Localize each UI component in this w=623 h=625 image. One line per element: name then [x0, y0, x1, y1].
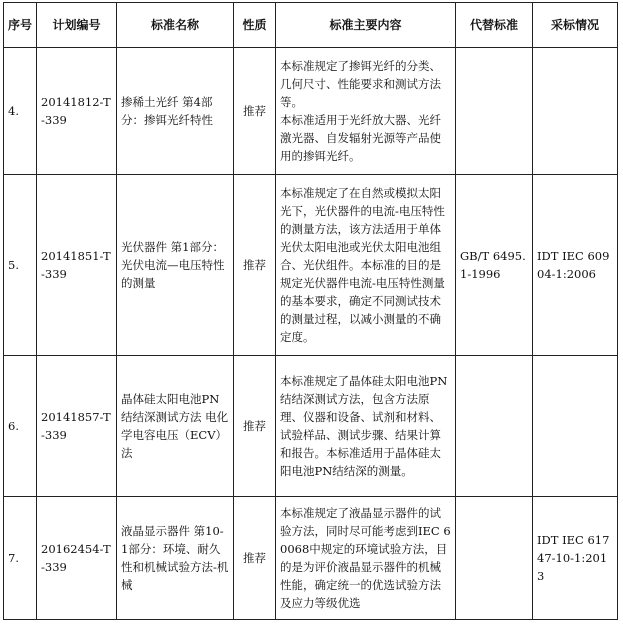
table-row — [4, 356, 618, 497]
header-standard-name: 标准名称 — [117, 3, 234, 48]
plan-number: 20141857-T-339 — [37, 356, 117, 497]
header-replaced-standard: 代替标准 — [456, 3, 533, 48]
table-header-row — [4, 3, 618, 48]
nature: 推荐 — [234, 497, 276, 620]
main-content — [276, 497, 456, 620]
main-content — [276, 175, 456, 356]
header-main-content: 标准主要内容 — [276, 3, 456, 48]
adoption-status — [533, 48, 618, 175]
content-paragraph: 本标准适用于光纤放大器、光纤激光器、自发辐射光源等产品使用的掺铒光纤。 — [280, 113, 441, 163]
standards-document — [3, 2, 618, 620]
nature: 推荐 — [234, 48, 276, 175]
header-nature: 性质 — [234, 3, 276, 48]
table-row — [4, 175, 618, 356]
standard-name: 液晶显示器件 第10-1部分：环境、耐久性和机械试验方法-机械 — [117, 497, 234, 620]
content-paragraph: 本标准规定了在自然或模拟太阳光下，光伏器件的电流-电压特性的测量方法，该方法适用于单体光伏太阳电池或光伏太阳电池组合、光伏组件。本标准的目的是规定光伏器件电流-电压特性测量的基本要求，确定不同测试技术的测量过程，以减小测量的不确定度。 — [280, 186, 445, 344]
replaced-standard — [456, 48, 533, 175]
standard-name: 光伏器件 第1部分：光伏电流—电压特性的测量 — [117, 175, 234, 356]
standard-name: 晶体硅太阳电池PN结结深测试方法 电化学电容电压（ECV）法 — [117, 356, 234, 497]
replaced-standard — [456, 356, 533, 497]
nature: 推荐 — [234, 175, 276, 356]
table-row — [4, 497, 618, 620]
main-content — [276, 48, 456, 175]
row-number: 6. — [4, 356, 37, 497]
table-row — [4, 48, 618, 175]
nature: 推荐 — [234, 356, 276, 497]
plan-number: 20162454-T-339 — [37, 497, 117, 620]
content-paragraph: 本标准规定了液晶显示器件的试验方法，同时尽可能考虑到IEC 60068中规定的环境试验方法，目的是为评价液晶显示器件的机械性能，确定统一的优选试验方法及应力等级优选 — [280, 506, 451, 610]
replaced-standard: GB/T 6495.1-1996 — [456, 175, 533, 356]
main-content — [276, 356, 456, 497]
adoption-status: IDT IEC 60904-1:2006 — [533, 175, 618, 356]
row-number: 7. — [4, 497, 37, 620]
adoption-status: IDT IEC 61747-10-1:2013 — [533, 497, 618, 620]
plan-number: 20141851-T-339 — [37, 175, 117, 356]
content-paragraph: 本标准规定了晶体硅太阳电池PN结结深测试方法，包含方法原理、仪器和设备、试剂和材料、试验样品、测试步骤、结果计算和报告。本标准适用于晶体硅太阳电池PN结结深的测量。 — [280, 374, 448, 478]
header-plan-number: 计划编号 — [37, 3, 117, 48]
header-adoption: 采标情况 — [533, 3, 618, 48]
content-paragraph: 本标准规定了掺铒光纤的分类、几何尺寸、性能要求和测试方法等。 — [280, 59, 441, 109]
header-no: 序号 — [4, 3, 37, 48]
row-number: 5. — [4, 175, 37, 356]
row-number: 4. — [4, 48, 37, 175]
replaced-standard — [456, 497, 533, 620]
adoption-status — [533, 356, 618, 497]
standards-table — [3, 2, 618, 620]
standard-name: 掺稀土光纤 第4部分：掺铒光纤特性 — [117, 48, 234, 175]
plan-number: 20141812-T-339 — [37, 48, 117, 175]
